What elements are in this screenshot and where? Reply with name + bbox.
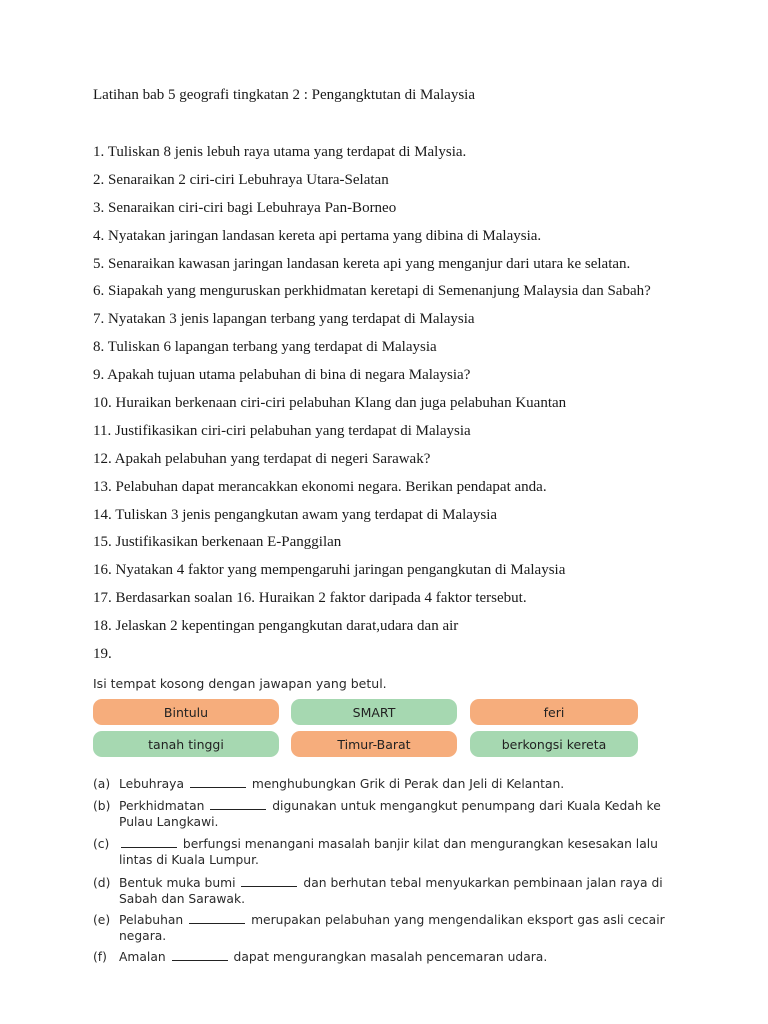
document-title: Latihan bab 5 geografi tingkatan 2 : Pengangktutan di Malaysia (93, 87, 475, 103)
answer-chip-bintulu: Bintulu (93, 699, 279, 725)
question-item: 7. Nyatakan 3 jenis lapangan terbang yang terdapat di Malaysia (93, 311, 475, 328)
item-text-after: dapat mengurangkan masalah pencemaran udara. (233, 950, 548, 964)
answer-blank[interactable] (241, 875, 297, 887)
item-text-after: berfungsi menangani masalah banjir kilat dan mengurangkan kesesakan lalu lintas di Kuala Lumpur. (119, 837, 658, 867)
item-letter: (f) (93, 950, 107, 964)
question-item: 6. Siapakah yang menguruskan perkhidmatan keretapi di Semenanjung Malaysia dan Sabah? (93, 283, 651, 300)
answer-chip-smart: SMART (291, 699, 457, 725)
item-text-before: Lebuhraya (119, 777, 184, 791)
item-text-before: Amalan (119, 950, 166, 964)
answer-blank[interactable] (190, 776, 246, 788)
answer-blank[interactable] (172, 949, 228, 961)
question-item: 11. Justifikasikan ciri-ciri pelabuhan yang terdapat di Malaysia (93, 422, 471, 439)
answer-chip-timur-barat: Timur-Barat (291, 731, 457, 757)
question-item: 18. Jelaskan 2 kepentingan pengangkutan darat,udara dan air (93, 618, 459, 635)
question-item: 17. Berdasarkan soalan 16. Huraikan 2 faktor daripada 4 faktor tersebut. (93, 590, 527, 607)
answer-blank[interactable] (189, 912, 245, 924)
question-item: 19. (93, 646, 112, 663)
item-letter: (e) (93, 913, 111, 927)
question-item: 5. Senaraikan kawasan jaringan landasan kereta api yang menganjur dari utara ke selatan. (93, 255, 631, 272)
question-item: 16. Nyatakan 4 faktor yang mempengaruhi jaringan pengangkutan di Malaysia (93, 562, 566, 579)
item-text-before: Bentuk muka bumi (119, 876, 236, 890)
fill-in-heading: Isi tempat kosong dengan jawapan yang betul. (93, 676, 387, 691)
question-item: 15. Justifikasikan berkenaan E-Panggilan (93, 534, 342, 551)
question-list (93, 142, 651, 672)
item-letter: (b) (93, 799, 111, 813)
question-item: 1. Tuliskan 8 jenis lebuh raya utama yang terdapat di Malysia. (93, 144, 467, 160)
item-text-after: dan berhutan tebal menyukarkan pembinaan jalan raya di Sabah dan Sarawak. (119, 876, 663, 906)
item-text-after: merupakan pelabuhan yang mengendalikan eksport gas asli cecair negara. (119, 913, 665, 943)
question-item: 2. Senaraikan 2 ciri-ciri Lebuhraya Utara-Selatan (93, 171, 389, 188)
answer-chip-tanah-tinggi: tanah tinggi (93, 731, 279, 757)
answer-chip-feri: feri (470, 699, 638, 725)
answer-chip-berkongsi-kereta: berkongsi kereta (470, 731, 638, 757)
question-item: 8. Tuliskan 6 lapangan terbang yang terdapat di Malaysia (93, 339, 437, 356)
item-letter: (c) (93, 837, 110, 851)
item-text-before: Perkhidmatan (119, 799, 205, 813)
question-item: 12. Apakah pelabuhan yang terdapat di negeri Sarawak? (93, 450, 431, 467)
question-item: 13. Pelabuhan dapat merancakkan ekonomi negara. Berikan pendapat anda. (93, 478, 547, 495)
question-item: 10. Huraikan berkenaan ciri-ciri pelabuhan Klang dan juga pelabuhan Kuantan (93, 395, 567, 412)
question-item: 4. Nyatakan jaringan landasan kereta api pertama yang dibina di Malaysia. (93, 227, 542, 244)
item-letter: (a) (93, 777, 111, 791)
question-item: 14. Tuliskan 3 jenis pengangkutan awam yang terdapat di Malaysia (93, 506, 498, 523)
item-text-before: Pelabuhan (119, 913, 184, 927)
item-text-after: digunakan untuk mengangkut penumpang dari Kuala Kedah ke Pulau Langkawi. (119, 799, 661, 829)
question-item: 9. Apakah tujuan utama pelabuhan di bina di negara Malaysia? (93, 367, 471, 384)
question-item: 3. Senaraikan ciri-ciri bagi Lebuhraya Pan-Borneo (93, 199, 397, 216)
item-letter: (d) (93, 876, 111, 890)
answer-blank[interactable] (210, 798, 266, 810)
item-text-after: menghubungkan Grik di Perak dan Jeli di Kelantan. (251, 777, 565, 791)
answer-blank[interactable] (121, 836, 177, 848)
